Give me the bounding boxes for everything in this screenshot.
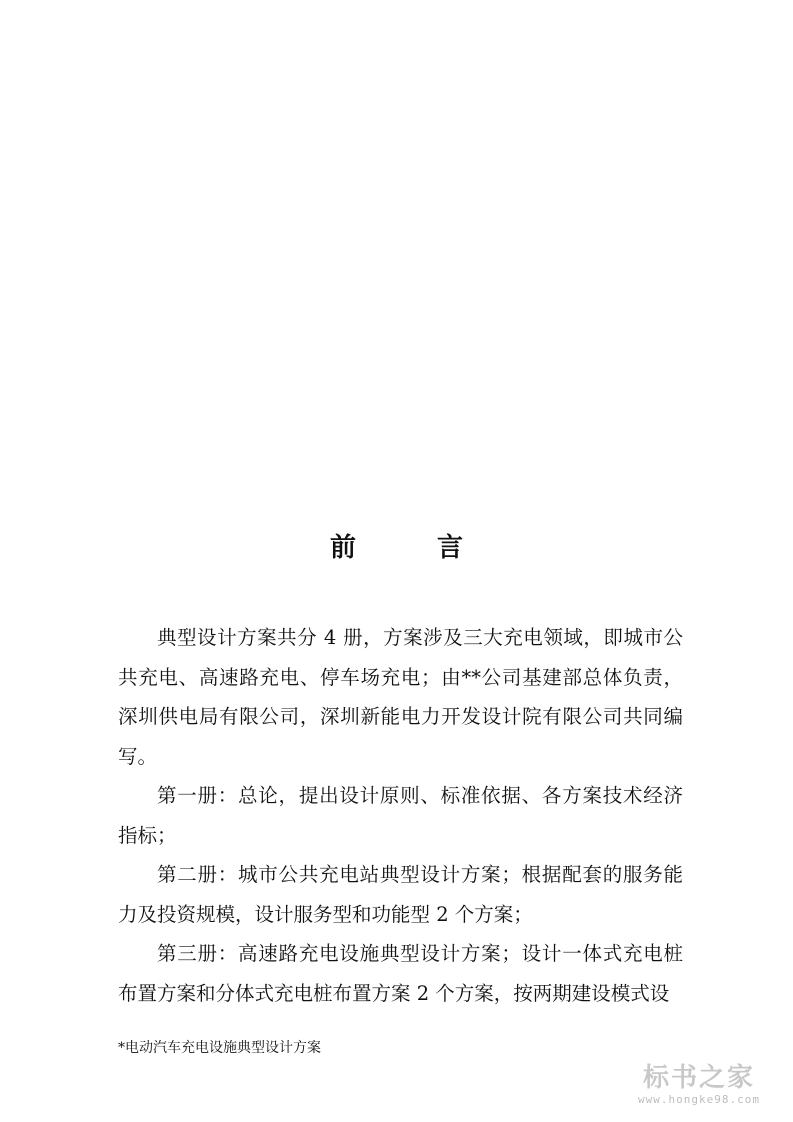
watermark-main-text: 标书之家 [642,1063,755,1093]
watermark-url-text: www.hongke98.com [638,1093,760,1106]
body-text [118,618,683,1013]
paragraph-intro: 典型设计方案共分 4 册，方案涉及三大充电领域，即城市公共充电、高速路充电、停车场充电；由**公司基建部总体负责，深圳供电局有限公司，深圳新能电力开发设计院有限公司共同编写。 [118,626,683,768]
watermark-logo [619,1063,779,1107]
footer-note: *电动汽车充电设施典型设计方案 [118,1040,321,1056]
paragraph-volume-2: 第二册：城市公共充电站典型设计方案；根据配套的服务能力及投资规模，设计服务型和功能型 2 个方案； [118,863,683,926]
paragraph-volume-3: 第三册：高速路充电设施典型设计方案；设计一体式充电桩布置方案和分体式充电桩布置方案 2 个方案，按两期建设模式设 [118,942,683,1005]
page-title: 前 言 [329,533,500,563]
paragraph-volume-1: 第一册：总论，提出设计原则、标准依据、各方案技术经济指标； [118,784,683,847]
